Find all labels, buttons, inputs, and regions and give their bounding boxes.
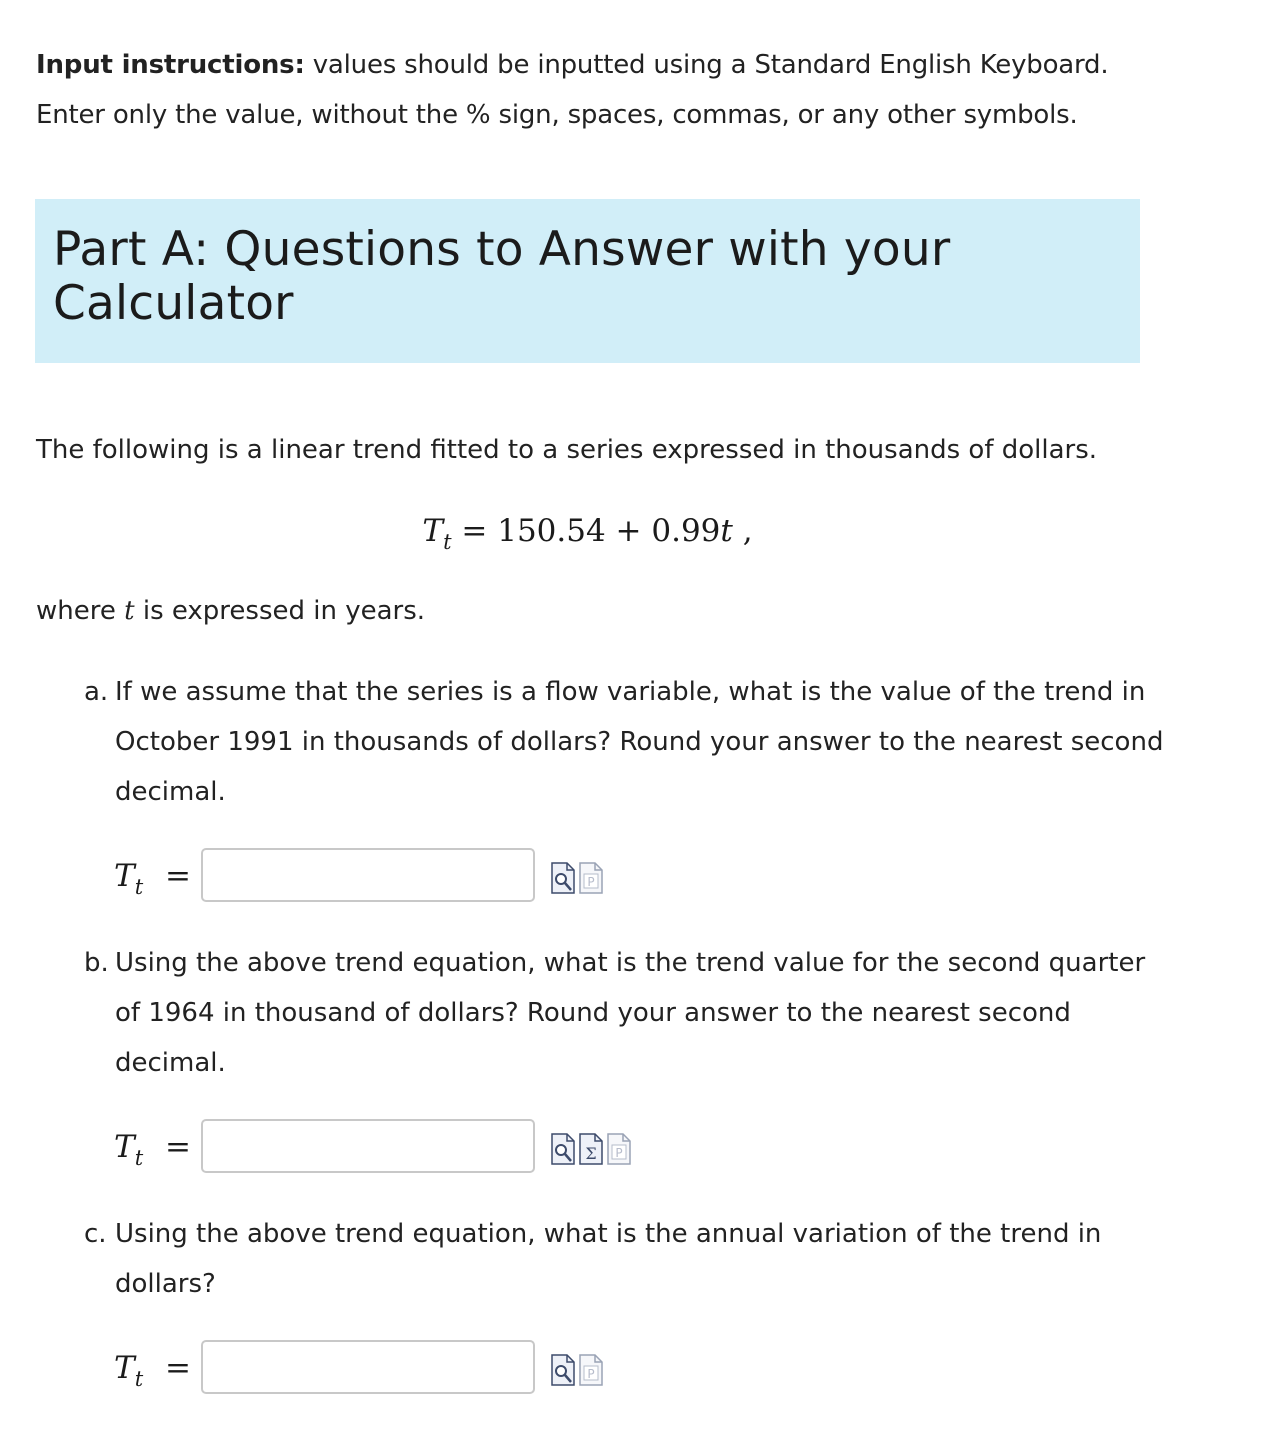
instructions-label: Input instructions: [36,50,305,80]
question-b [84,938,1164,1088]
svg-text:P: P [615,1146,623,1160]
where-var: t [124,596,135,626]
equation-rhs: = 150.54 + 0.99 [461,513,721,549]
question-letter: b. [84,948,109,978]
equation-tail: , [732,513,753,549]
answer-label-var: T [114,1129,135,1165]
question-text: If we assume that the series is a flow variable, what is the value of the trend in October 1991 in thousands of dollars? Round your answer to the nearest second decimal. [115,677,1164,807]
preview-icon[interactable] [551,862,575,894]
help-p-icon[interactable] [607,1133,631,1165]
svg-text:P: P [587,1367,595,1381]
answer-label-eq: = [165,1129,191,1165]
answer-input-a[interactable] [201,848,535,902]
part-a-banner [35,199,1140,363]
svg-text:Σ: Σ [585,1144,597,1163]
answer-input-b[interactable] [201,1119,535,1173]
instructions-line-1 [36,40,1156,90]
equation-lhs-var: T [422,513,444,549]
where-after: is expressed in years. [134,596,426,626]
answer-label [114,856,191,899]
where-text [36,586,836,636]
answer-label [114,1348,191,1391]
help-p-icon[interactable] [579,1354,603,1386]
question-c [84,1209,1164,1309]
answer-tools-b [551,1133,631,1169]
answer-label-var: T [114,1350,135,1386]
answer-label [114,1127,191,1170]
question-a [84,667,1164,817]
answer-label-eq: = [165,1350,191,1386]
input-instructions [36,40,1156,140]
answer-label-sub: t [134,1146,144,1170]
preview-icon[interactable] [551,1354,575,1386]
svg-text:P: P [587,875,595,889]
where-before: where [36,596,125,626]
instructions-text: values should be inputted using a Standard English Keyboard. [304,50,1109,80]
answer-label-eq: = [165,858,191,894]
instructions-line-2: Enter only the value, without the % sign, spaces, commas, or any other symbols. [36,100,1078,130]
answer-tools-a [551,862,603,898]
answer-label-sub: t [134,1367,144,1391]
sigma-icon[interactable] [579,1133,603,1165]
question-letter: c. [84,1219,107,1249]
equation-rhs-var: t [720,513,733,549]
preview-icon[interactable] [551,1133,575,1165]
help-p-icon[interactable] [579,862,603,894]
question-text: Using the above trend equation, what is the trend value for the second quarter of 1964 in thousand of dollars? Round your answer to the nearest second decimal. [115,948,1146,1078]
question-letter: a. [84,677,109,707]
trend-equation [0,506,1175,559]
answer-tools-c [551,1354,603,1390]
question-text: Using the above trend equation, what is the annual variation of the trend in dollars? [115,1219,1102,1299]
intro-text: The following is a linear trend fitted to a series expressed in thousands of dollars. [36,435,1098,465]
answer-input-c[interactable] [201,1340,535,1394]
answer-label-var: T [114,858,135,894]
answer-label-sub: t [134,875,144,899]
equation-lhs-sub: t [443,530,452,554]
part-a-title: Part A: Questions to Answer with your Calculator [53,222,951,331]
